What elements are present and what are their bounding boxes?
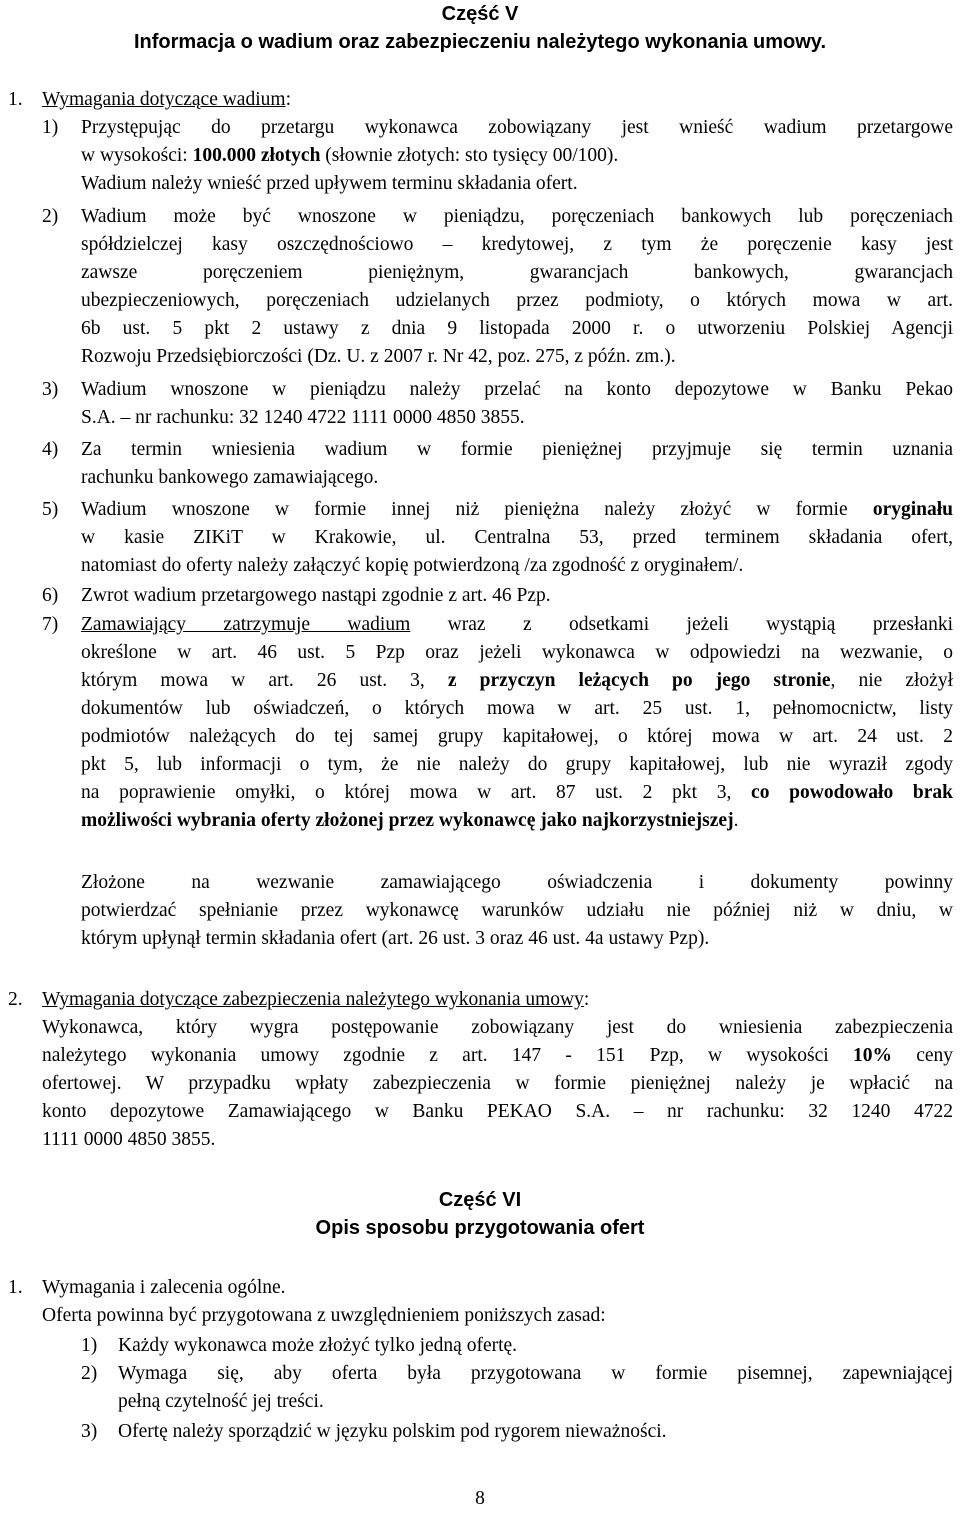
- item-5-line-3: natomiast do oferty należy załączyć kopię potwierdzoną /za zgodność z oryginałem/.: [81, 555, 744, 576]
- item-7-line-6: pkt 5, lub informacji o tym, że nie należy do grupy kapitałowej, lub nie wyraził zgody: [81, 754, 953, 775]
- part-vi-title: Część VI: [438, 1189, 522, 1211]
- note-line-2: potwierdzać spełnianie przez wykonawcę warunków udziału nie później niż w dniu, w: [81, 900, 953, 921]
- item-1-amount-words: (słownie złotych: sto tysięcy 00/100).: [320, 145, 619, 166]
- item-2-number: 2): [42, 206, 59, 227]
- item-2-line: 6b ust. 5 pkt 2 ustawy z dnia 9 listopada 2000 r. o utworzeniu Polskiej Agencji: [81, 318, 953, 339]
- item-6-number: 6): [42, 585, 59, 606]
- section-vi-1-intro: Oferta powinna być przygotowana z uwzględnieniem poniższych zasad:: [42, 1305, 606, 1326]
- item-5-line-1: [81, 496, 953, 524]
- section-1-heading-text: Wymagania dotyczące wadium: [42, 89, 286, 110]
- item-7-line-4: dokumentów lub oświadczeń, o których mowa w art. 25 ust. 1, pełnomocnictw, listy: [81, 698, 953, 719]
- rule-2-line-2: pełną czytelność jej treści.: [118, 1391, 324, 1412]
- item-7-underlined: Zamawiający zatrzymuje wadium: [81, 614, 411, 635]
- part-v-subtitle: Informacja o wadium oraz zabezpieczeniu należytego wykonania umowy.: [133, 31, 826, 53]
- item-7-bold-reason: z przyczyn leżących po jego stronie: [447, 670, 831, 691]
- section-2-number: 2.: [8, 989, 23, 1010]
- item-2-line: ubezpieczeniowych, poręczeniach udzielanych przez podmioty, o których mowa w art.: [81, 290, 953, 311]
- item-1-number: 1): [42, 117, 59, 138]
- item-5-original-bold: oryginału: [872, 499, 953, 520]
- section-2-line-2-text: należytego wykonania umowy zgodnie z art. 147 - 151 Pzp, w wysokości: [42, 1045, 853, 1066]
- item-5-line-1-text: Wadium wnoszone w formie innej niż pieniężna należy złożyć w formie: [81, 499, 873, 520]
- item-7-line-8: [81, 807, 738, 835]
- item-4-line-2: rachunku bankowego zamawiającego.: [81, 467, 379, 488]
- section-1-number: 1.: [8, 89, 23, 110]
- section-vi-1-heading: Wymagania i zalecenia ogólne.: [42, 1277, 286, 1298]
- section-2-heading-text: Wymagania dotyczące zabezpieczenia należytego wykonania umowy: [42, 989, 584, 1010]
- section-2-line-3: ofertowej. W przypadku wpłaty zabezpieczenia w formie pieniężnej należy je wpłacić na: [42, 1073, 953, 1094]
- section-vi-1-number: 1.: [8, 1277, 23, 1298]
- section-1-heading-colon: :: [285, 89, 291, 110]
- section-2-line-2-tail: ceny: [891, 1045, 954, 1066]
- item-1-line-1: Przystępując do przetargu wykonawca zobowiązany jest wnieść wadium przetargowe: [81, 117, 953, 138]
- section-2-heading-colon: :: [583, 989, 590, 1010]
- page-number: 8: [475, 1488, 485, 1509]
- item-7-line-3-tail: , nie złożył: [830, 670, 954, 691]
- section-2-line-2: [42, 1042, 953, 1070]
- item-7-line-7: [81, 779, 953, 807]
- item-3-line-1: Wadium wnoszone w pieniądzu należy przelać na konto depozytowe w Banku Pekao: [81, 379, 953, 400]
- item-7-number: 7): [42, 614, 59, 635]
- item-3-line-2: S.A. – nr rachunku: 32 1240 4722 1111 0000 4850 3855.: [81, 407, 525, 428]
- item-7-line-8-period: .: [733, 810, 739, 831]
- section-2-line-4: konto depozytowe Zamawiającego w Banku PEKAO S.A. – nr rachunku: 32 1240 4722: [42, 1101, 953, 1122]
- item-1-line-2: [81, 142, 618, 170]
- item-4-number: 4): [42, 439, 59, 460]
- item-7-line-2: określone w art. 46 ust. 5 Pzp oraz jeżeli wykonawca w odpowiedzi na wezwanie, o: [81, 642, 953, 663]
- note-line-3: którym upłynął termin składania ofert (art. 26 ust. 3 oraz 46 ust. 4a ustawy Pzp).: [81, 928, 710, 949]
- item-2-line: Wadium może być wnoszone w pieniądzu, poręczeniach bankowych lub poręczeniach: [81, 206, 953, 227]
- section-2-line-1: Wykonawca, który wygra postępowanie zobowiązany jest do wniesienia zabezpieczenia: [42, 1017, 953, 1038]
- wadium-amount: 100.000 złotych: [192, 145, 321, 166]
- rule-1-number: 1): [81, 1335, 98, 1356]
- item-5-number: 5): [42, 499, 59, 520]
- rule-3-text: Ofertę należy sporządzić w języku polskim pod rygorem nieważności.: [118, 1421, 667, 1442]
- rule-1-text: Każdy wykonawca może złożyć tylko jedną ofertę.: [118, 1335, 518, 1356]
- item-7-line-1: [81, 611, 953, 639]
- part-vi-subtitle: Opis sposobu przygotowania ofert: [315, 1217, 645, 1239]
- item-3-number: 3): [42, 379, 59, 400]
- rule-3-number: 3): [81, 1421, 98, 1442]
- item-7-line-7-text: na poprawienie omyłki, o której mowa w art. 87 ust. 2 pkt 3,: [81, 782, 752, 803]
- item-4-line-1: Za termin wniesienia wadium w formie pieniężnej przyjmuje się termin uznania: [81, 439, 953, 460]
- rule-2-line-1: Wymaga się, aby oferta była przygotowana w formie pisemnej, zapewniającej: [118, 1363, 953, 1384]
- item-7-line-5: podmiotów należących do tej samej grupy kapitałowej, o której mowa w art. 24 ust. 2: [81, 726, 953, 747]
- item-2-line: zawsze poręczeniem pieniężnym, gwarancjach bankowych, gwarancjach: [81, 262, 953, 283]
- item-5-line-2: w kasie ZIKiT w Krakowie, ul. Centralna 53, przed terminem składania ofert,: [81, 527, 953, 548]
- section-1-heading: [42, 86, 291, 114]
- item-6-line-1: Zwrot wadium przetargowego nastąpi zgodnie z art. 46 Pzp.: [81, 585, 551, 606]
- item-7-line-3-text: którym mowa w art. 26 ust. 3,: [81, 670, 448, 691]
- item-2-line: spółdzielczej kasy oszczędnościowo – kredytowej, z tym że poręczenie kasy jest: [81, 234, 953, 255]
- rule-2-number: 2): [81, 1363, 98, 1384]
- item-7-line-3: [81, 667, 953, 695]
- part-v-title: Część V: [441, 3, 519, 25]
- security-percentage: 10%: [852, 1045, 892, 1066]
- section-2-line-5: 1111 0000 4850 3855.: [42, 1129, 216, 1150]
- note-line-1: Złożone na wezwanie zamawiającego oświadczenia i dokumenty powinny: [81, 872, 953, 893]
- item-7-line-1-text: wraz z odsetkami jeżeli wystąpią przesłanki: [410, 614, 953, 635]
- item-2-line: Rozwoju Przedsiębiorczości (Dz. U. z 2007 r. Nr 42, poz. 275, z późn. zm.).: [81, 346, 676, 367]
- item-7-bold-consequence: co powodowało brak: [751, 782, 953, 803]
- item-7-bold-consequence-cont: możliwości wybrania oferty złożonej przez wykonawcę jako najkorzystniejszej: [81, 810, 734, 831]
- item-1-line-3: Wadium należy wnieść przed upływem terminu składania ofert.: [81, 173, 578, 194]
- section-2-heading: [42, 986, 589, 1014]
- item-1-amount-label: w wysokości:: [81, 145, 193, 166]
